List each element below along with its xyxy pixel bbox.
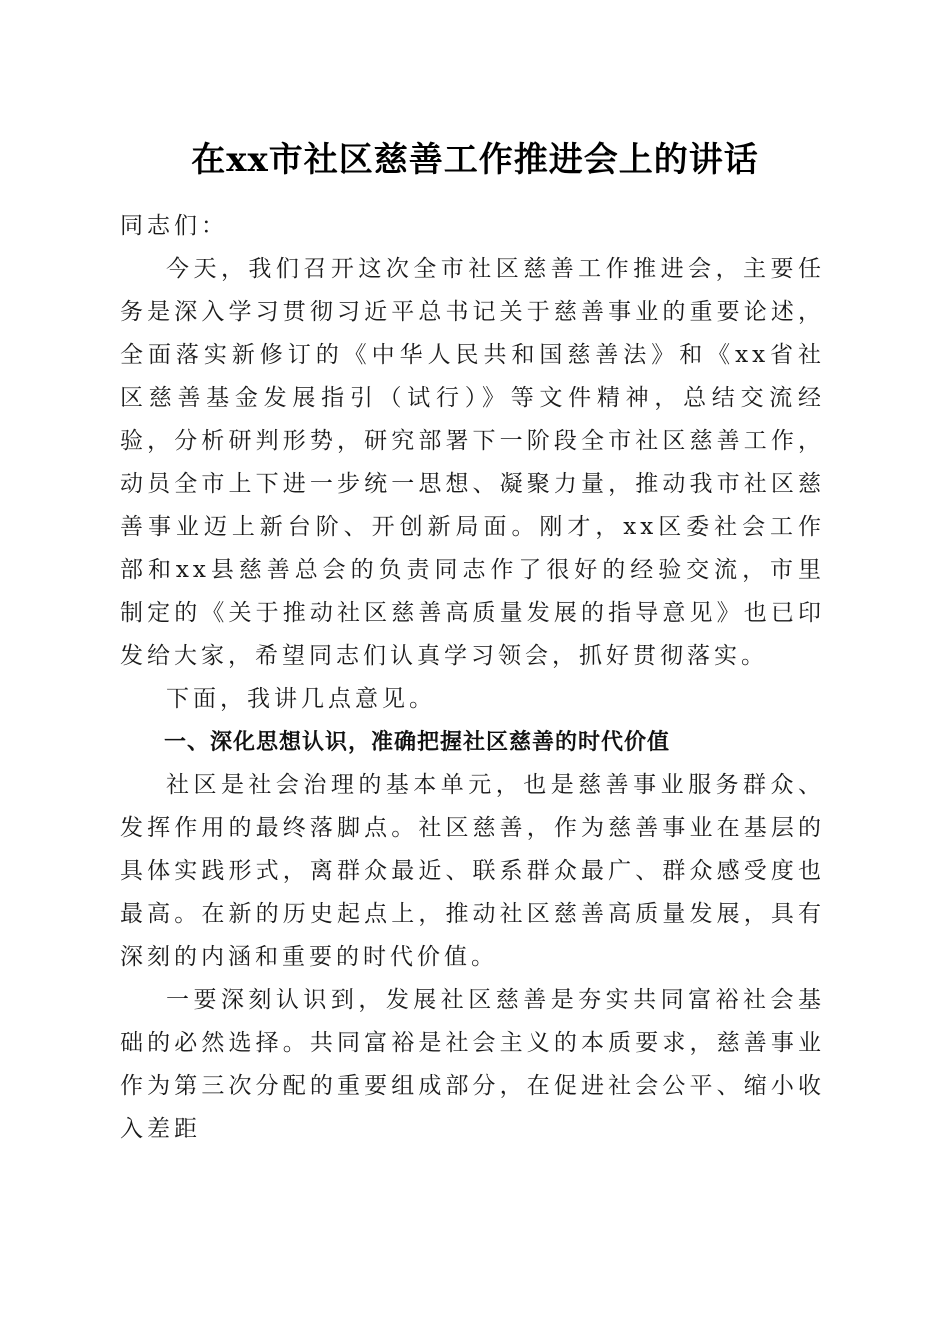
intro-paragraph: 今天，我们召开这次全市社区慈善工作推进会，主要任务是深入学习贯彻习近平总书记关于慈善事业的重要论述，全面落实新修订的《中华人民共和国慈善法》和《xx省社区慈善基金发展指引（试行）》等文件精神，总结交流经验，分析研判形势，研究部署下一阶段全市社区慈善工作，动员全市上下进一步统一思想、凝聚力量，推动我市社区慈善事业迈上新台阶、开创新局面。刚才，xx区委社会工作部和xx县慈善总会的负责同志作了很好的经验交流，市里制定的《关于推动社区慈善高质量发展的指导意见》也已印发给大家，希望同志们认真学习领会，抓好贯彻落实。 [120, 256, 825, 669]
section-paragraph: 社区是社会治理的基本单元，也是慈善事业服务群众、发挥作用的最终落脚点。社区慈善，作为慈善事业在基层的具体实践形式，离群众最近、联系群众最广、群众感受度也最高。在新的历史起点上，推动社区慈善高质量发展，具有深刻的内涵和重要的时代价值。 [120, 772, 825, 970]
section-paragraph: 一要深刻认识到，发展社区慈善是夯实共同富裕社会基础的必然选择。共同富裕是社会主义的本质要求，慈善事业作为第三次分配的重要组成部分，在促进社会公平、缩小收入差距 [120, 987, 825, 1142]
transition-paragraph: 下面，我讲几点意见。 [166, 686, 436, 712]
section-heading: 一、深化思想认识，准确把握社区慈善的时代价值 [164, 730, 671, 755]
document-title: 在xx市社区慈善工作推进会上的讲话 [191, 140, 759, 180]
document-body [120, 205, 825, 1151]
salutation: 同志们： [120, 213, 228, 239]
